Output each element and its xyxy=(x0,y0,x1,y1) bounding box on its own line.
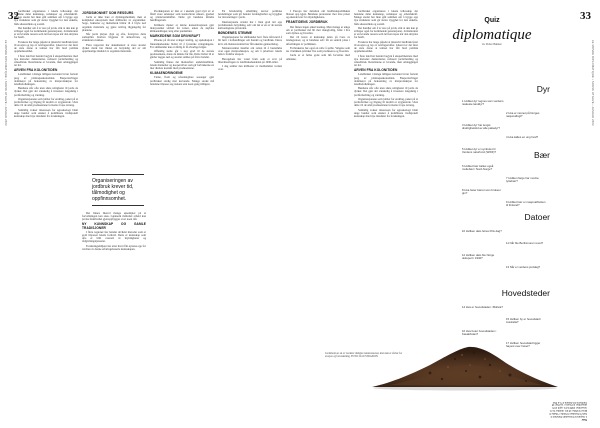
pull-quote: Organiseringen av jordbruk krever tid, tålmodighet og oppfinnsomhet. xyxy=(92,174,144,206)
answers-heading: Svar xyxy=(581,418,587,421)
article-paragraph: Organisasjonene som jobber for endring, peker på at jordreformer og tilgang til kreditt er avgjørende. Uten dette vil de små produsentene fortsette å tape terreng. xyxy=(354,96,418,108)
article-paragraph: Landbruket i mange tidligere kolonier bærer fortsatt preg av plantasjeøkonomien. Eksportavlinger dominerer på bekostning av matproduksjon for lokalbefolkningen. xyxy=(14,72,78,86)
quiz-byline: Av Petter Bakken xyxy=(482,43,502,46)
article-paragraph: Forbrukerne har også en rolle å spille. Valgene som tas i butikken påvirker hva som produseres og hvordan. xyxy=(286,45,350,54)
article-paragraph: Organisasjonene som jobber for endring, peker på at jordreformer og tilgang til kreditt er avgjørende. Uten dette vil de små produsentene fortsette å tape terreng. xyxy=(14,96,78,108)
quiz-question: 12 Hvilken dato ble Norge okkupert i 1940? xyxy=(462,253,495,261)
article-paragraph: Samtidig vokser interessen for agroøkologi blant unge bønder som ønsker å kombinere tradisjonell kunnskap med nye innsikter fra forskningen. xyxy=(14,107,78,118)
article-paragraph: Jorda er et felles gode som må forvaltes med omtanke. xyxy=(286,53,350,61)
article-paragraph: Forskningsmiljøer har etter hvert fått øynene opp for verdien av denne erfaringsbaserte kunnskapen. xyxy=(82,243,146,251)
article-paragraph: Forskere har lenge påpekt at intensivt landbruk fører til erosjon og tap av næringsstoffer. Likevel er det først de siste årene at temaet har fått bred politisk oppmerksomhet. xyxy=(354,39,418,54)
article-subheading: MARKEDENE SOM DRIVKRAFT xyxy=(150,34,201,39)
article-column-2-lower xyxy=(82,212,146,420)
quiz-title-text: diplomatique xyxy=(452,27,532,43)
article-subheading: KLIMAENDRINGENE xyxy=(150,71,183,76)
article-paragraph: Når jorda pløyes dypt og ofte, forstyrres dette samspillet. Karbon frigjøres til atmosfæren, og strukturen svekkes. xyxy=(82,32,146,43)
article-paragraph: Flere rapporter har dokumentert at store arealer dyrket mark har mistet en betydelig del av sitt opprinnelige innhold av organisk materiale. xyxy=(82,42,146,54)
quiz-question: 17 Hvilken hovedstad ligger høyest over havet? xyxy=(506,341,541,349)
article-column-6 xyxy=(354,10,418,330)
article-paragraph: En bærekraftig omstilling krever politiske beslutninger som gir bønder forutsigbarhet og trygghet for investeringer i jorda. xyxy=(218,10,282,20)
section-heading-datoer: Datoer xyxy=(524,212,550,222)
article-paragraph: Landbruket i mange tidligere kolonier bærer fortsatt preg av plantasjeøkonomien. Eksportavlinger dominerer på bekostning av matproduksjon for lokalbefolkningen. xyxy=(354,72,418,86)
article-paragraph: Bøndene står ofte uten sikre rettigheter til jorda de dyrker. Det gjør det vanskelig å investere langsiktig i jordforbedring og vanning. xyxy=(354,86,418,97)
article-column-2 xyxy=(82,10,146,170)
article-subheading: ARVEN FRA KOLONITIDEN xyxy=(14,68,58,73)
quiz-masthead xyxy=(452,14,532,46)
article-paragraph: I Europa har debatten om landbrukspolitikken blusset opp igjen. Bøndene protesterer mot lave priser og økende krav fra myndighetene. xyxy=(286,10,350,20)
quiz-question: 9 Hvilket bær er nasjonalfrukten til Finland? xyxy=(506,200,546,208)
article-paragraph: I flere land har bønder begynt å eksperimentere med nye metoder: dekkvekster, redusert jordarbeiding og vekselbruk. Resultatene er lovende, men omleggingen tar tid. xyxy=(354,53,418,68)
article-subheading: JORDSMONNET SOM RESSURS xyxy=(82,11,134,15)
photo-caption: Jordsmonn er en av verdens viktigste naturressurser, men den er sårbar for erosjon og forurensning. FOTO: ILLUSTRASJON xyxy=(325,352,403,358)
quiz-question: 4 Hva kalles en ung hval? xyxy=(506,135,539,139)
article-subheading: FRAMTIDENS JORDBRUK xyxy=(286,20,328,25)
article-paragraph: Bevegelsen har vokst fram som et svar på liberaliseringen av landbrukshandelen på 1990-tallet. xyxy=(218,56,282,64)
article-paragraph: Det handler om å ta vare på jorda, slik at den kan gi avlinger også for kommende generasjoner. Jordsmonnet er en levende ressurs som lett kan tapes når den utnyttes for hardt. xyxy=(354,25,418,40)
article-column-4 xyxy=(218,10,282,420)
article-paragraph: Tørke, flom og uforutsigbare sesonger gjør jordbruket stadig mer krevende. Mange steder må bøndene tilpasse seg raskere enn noen gang tidligere. xyxy=(150,75,214,86)
article-paragraph: Offentlig støtte går i stor grad til de største produsentene, mens de minste får lite. Dette bidrar til at gårder legges ned og arealer samles på færre hender. xyxy=(150,49,214,60)
section-heading-baer: Bær xyxy=(533,150,550,160)
article-paragraph: I flere regioner har bønder utviklet metoder som er godt tilpasset lokale forhold. Dette er kunnskap som ofte er blitt oversett av myndigheter og rådgivningstjenester. xyxy=(82,229,146,244)
left-runner: LE MONDE DIPLOMATIQUE • NORSK UTGAVE • JANUAR 2023 xyxy=(4,40,7,126)
article-subheading: BØNDENES STEMME xyxy=(218,31,253,36)
article-column-1 xyxy=(14,10,78,420)
article-paragraph: Prisene på råvarer svinger kraftig, og spekulasjon i finansmarkedene bidrar til å forsterke svingningene. For småbønder kan et dårlig år få alvorlige følger. xyxy=(150,38,214,49)
article-subheading: ARVEN FRA KOLONITIDEN xyxy=(354,68,398,73)
article-paragraph: Jordbruket organiseres i lokale fellesskap der bøndene deler kunnskap, redskaper og arbeidskraft. Mange steder har man gått sammen om å bygge opp nye strukturer som gir større trygghet for den enkelte, både økonomisk og sosialt. xyxy=(354,10,418,26)
article-paragraph: Internasjonale avtaler har i liten grad tatt opp jordsmonnets betydning, selv om det er en av de største karbonlagrene på kloden. xyxy=(218,19,282,30)
article-column-3 xyxy=(150,10,214,420)
quiz-question: 6 Hvilket bær kalles også multebær i Nord-Norge? xyxy=(462,164,494,172)
article-paragraph: I flere land har bønder begynt å eksperimentere med nye metoder: dekkvekster, redusert jordarbeiding og vekselbruk. Resultatene er lovende, men omleggingen tar tid. xyxy=(14,53,78,68)
quiz-answers xyxy=(547,360,587,420)
article-paragraph: Forskere har lenge påpekt at intensivt landbruk fører til erosjon og tap av næringsstoffer. Likevel er det først de siste årene at temaet har fått bred politisk oppmerksomhet. xyxy=(14,39,78,54)
article-paragraph: Organisasjoner for småbønder har i flere tiår krevd å bli hørt i forhandlinger om handel og landbruk. Deres krav om matsuverenitet har fått økende gjennomslag. xyxy=(218,35,282,46)
article-paragraph: Det handler om å ta vare på jorda, slik at den kan gi avlinger også for kommende generasjoner. Jordsmonnet er en levende ressurs som lett kan tapes når den utnyttes for hardt. xyxy=(14,25,78,40)
article-paragraph: Samtidig finnes det motkrefter: andelslandbruk, lokale markeder og kooperativer som gir forbrukerne en mer direkte kontakt med produsentene. xyxy=(150,59,214,71)
article-paragraph: Samtidig vokser interessen for agroøkologi blant unge bønder som ønsker å kombinere tradisjonell kunnskap med nye innsikter fra forskningen. xyxy=(354,107,418,118)
quiz-question: 2 Hva er navnet på Norges nasjonalfugl? xyxy=(506,111,540,119)
article-paragraph: Jorda er ikke bare et dyrkingsmedium, men et komplekst økosystem med milliarder av organismer. Sopp, bakterier og meitemark bidrar til å bryte ned organisk materiale og gjøre næring tilgjengelig for plantene. xyxy=(82,15,146,32)
quiz-question: 1 Hvilket dyr regnes som verdens raskeste landdyr? xyxy=(462,99,504,107)
article-paragraph: Kritikere mener at denne konsentrasjonen gjør matsystemet sårbart for kriser, enten de skyldes klimaendringer, krig eller pandemier. xyxy=(150,22,214,34)
article-paragraph: I dag samler den millioner av medlemmer verden over. xyxy=(218,64,282,72)
quiz-question: 10 Hvilken dato feires FNs dag? xyxy=(462,229,502,233)
article-column-5 xyxy=(286,10,350,350)
answers-text: 1 Gepard 2 Fossekall 3 Elefant 4 Kalv 5 Pandaen 6 Molte 7 Røde 8 Einer 9 Molte 10 24. oktober 11 9. november 1989 12 9. april 13 5. desember 14 Sucre / La Paz 15 Canberra 16 Astana 17 La Paz xyxy=(549,400,587,419)
right-page-number: 33 xyxy=(580,10,591,22)
article-paragraph: Det finnes likevel mange eksempler på at forvaltningen kan snus. Gjennom målrettet arbeid kan jordas fruktbarhet gjenoppbygges over noen tiår. xyxy=(82,212,146,222)
article-paragraph: Matsuverenitet handler om retten til å bestemme over egen matproduksjon, og om å prioritere lokale behov framfor eksport. xyxy=(218,45,282,57)
article-subheading: NY KUNNSKAP OG GAMLE TRADISJONER xyxy=(82,222,146,230)
article-paragraph: Det vil kreve at kunnskap deles på tvers av landegrenser, og at bøndene selv får en sentral plass i utformingen av politikken. xyxy=(286,35,350,46)
quiz-question: 16 Hva heter hovedstaden i Kasakhstan? xyxy=(462,329,497,337)
article-paragraph: Det finnes ingen enkel løsning. Men mange er enige om at jordbruket må bli mer mangfoldig, både i hva som dyrkes og hvordan. xyxy=(286,24,350,35)
quiz-title xyxy=(452,14,532,42)
quiz-question: 11 Når ble Berlinmuren revet? xyxy=(506,241,544,245)
quiz-question: 15 Hvilken by er hovedstad i Australia? xyxy=(506,317,542,325)
quiz-question: 14 Hva er hovedstaden i Bolivia? xyxy=(462,305,503,309)
section-heading-hovedsteder: Hovedsteder xyxy=(501,288,550,298)
right-runner: LE MONDE DIPLOMATIQUE • NORSK UTGAVE • JANUAR 2023 xyxy=(591,40,594,126)
article-paragraph: Jordbruket organiseres i lokale fellesskap der bøndene deler kunnskap, redskaper og arbeidskraft. Mange steder har man gått sammen om å bygge opp nye strukturer som gir større trygghet for den enkelte, både økonomisk og sosialt. xyxy=(14,10,78,26)
quiz-question: 8 Hva heter bæret som brukes i gin? xyxy=(462,188,502,196)
left-page-number: 32 xyxy=(8,10,19,22)
quiz-pre-title: Quiz xyxy=(484,17,500,24)
quiz-question: 7 Hvilken farge har modne tyttebær? xyxy=(506,176,539,184)
article-paragraph: Produksjonen av mat er i økende grad styrt av et fåtall store selskaper som kontrollerer såkorn, gjødsel og plantevernmidler. Dette gir bøndene mindre handlingsrom. xyxy=(150,10,214,23)
article-paragraph: Bøndene står ofte uten sikre rettigheter til jorda de dyrker. Det gjør det vanskelig å investere langsiktig i jordforbedring og vanning. xyxy=(14,86,78,97)
quiz-question: 5 Hvilket dyr er symbolet til Verdens naturfond (WWF)? xyxy=(462,147,497,155)
quiz-question: 13 Når er verdens jorddag? xyxy=(506,265,541,269)
quiz-question: 3 Hvilket dyr har lengst drektighetstid av alle pattedyr? xyxy=(462,123,500,131)
section-heading-dyr: Dyr xyxy=(536,84,550,94)
